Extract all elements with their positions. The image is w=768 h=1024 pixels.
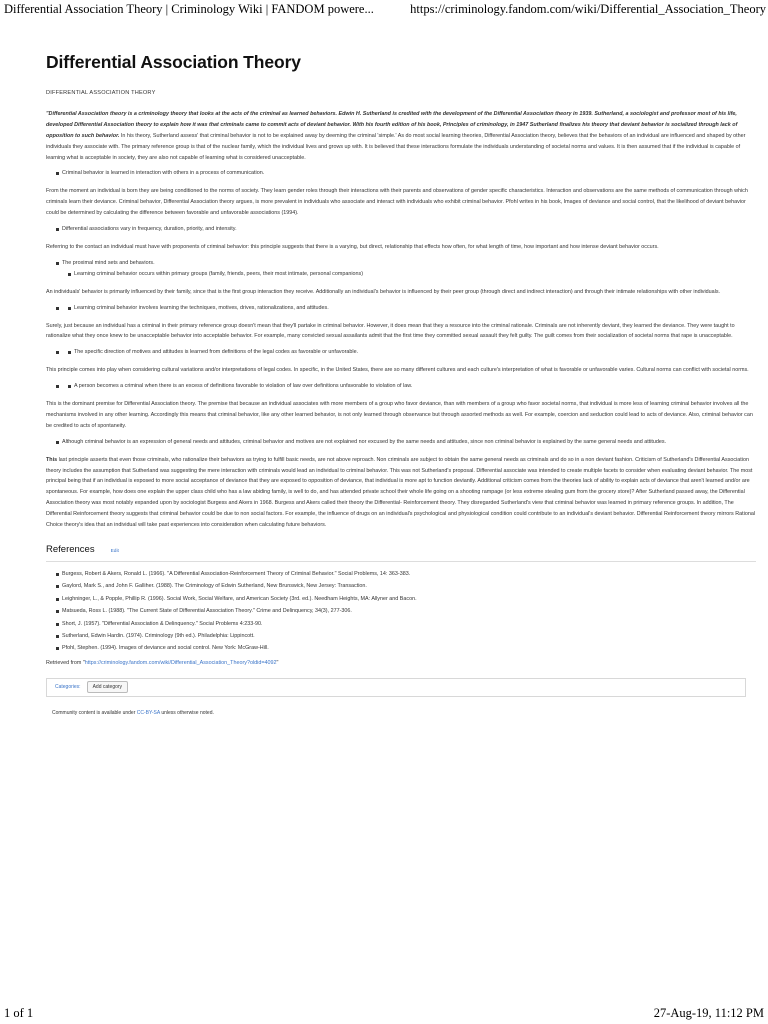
intro-text: In his theory, Sutherland assess' that criminal behavior is not to be explained away by deeming the criminal 'simple.' As do most social learning theories, Differential Association theory, believes that the behaviors of an individual are influenced and shaped by other individuals they associate with. The primary reference group is that of the nuclear family, which the individual lives and grows up with. It is believed that these interactions formulate the individuals understanding of societal norms and values. It is then assumed that if the individual is capable of learning what is acceptable in society, they are also not capable of learning what is considered unacceptable.: [46, 132, 746, 161]
bullet-icon: [68, 351, 71, 354]
bullet-icon: [68, 307, 71, 310]
reference-text: Burgess, Robert & Akers, Ronald L. (1966). "A Differential Association-Reinforcement Theory of Criminal Behavior." Social Problems, 14: 363-383.: [62, 570, 411, 577]
categories-label[interactable]: Categories:: [55, 683, 81, 690]
bullet-icon: [56, 262, 59, 265]
references-list: [46, 568, 756, 655]
list-item: [46, 224, 756, 235]
print-page-title: Differential Association Theory | Criminology Wiki | FANDOM powere...: [4, 2, 374, 16]
print-header: [0, 0, 768, 20]
print-page-number: 1 of 1: [4, 1006, 34, 1020]
list-item: [46, 269, 756, 280]
bullet-icon: [56, 172, 59, 175]
list-item-text: Learning criminal behavior occurs within primary groups (family, friends, peers, their most intimate, personal companions): [74, 270, 364, 277]
list-item: [46, 168, 756, 179]
paragraph: Surely, just because an individual has a criminal in their primary reference group doesn't mean that they'll partake in criminal behavior. However, it does mean that they a resource into the criminal rationale. Criminals are not inherently deviant, they learned the deviance. They were taught to rationalize what they once knew to be unacceptable behavior into acceptable behavior. For example, many convicted sexual assailants admit that the first time they committed sexual assault they felt guilty. The guilt comes from their socialization of societal norms that rape is unacceptable.: [46, 322, 735, 340]
paragraph: This principle comes into play when considering cultural variations and/or interpretations of legal codes. In specific, in the United States, there are so many different cultures and each culture's interpretation of what is favorable or unfavorable varies. Cultural norms can conflict with societal norms.: [46, 367, 749, 374]
print-datetime: 27-Aug-19, 11:12 PM: [653, 1006, 764, 1020]
retrieved-suffix: ": [276, 659, 279, 666]
list-item: [46, 381, 756, 392]
list-item-text: Criminal behavior is learned in interaction with others in a process of communication.: [62, 170, 265, 177]
list-item: [46, 258, 756, 269]
retrieved-link[interactable]: https://criminology.fandom.com/wiki/Differential_Association_Theory?oldid=4092: [84, 659, 277, 666]
bullet-icon: [56, 385, 59, 388]
license-prefix: Community content is available under: [52, 709, 137, 716]
reference-item: [46, 568, 756, 580]
list-item-text: The specific direction of motives and attitudes is learned from definitions of the legal codes as favorable or unfavorable.: [74, 349, 359, 356]
reference-item: [46, 630, 756, 642]
bullet-icon: [56, 228, 59, 231]
intro-bold-text: "Differential Association theory is a criminology theory that looks at the acts of the criminal as learned behaviors. Edwin H. Sutherland is credited with the development of the Differential Association theory in 1939. Sutherland, a sociologist and professor most of his life, developed Differential Association theory to explain how it was that criminals came to commit acts of deviant behavior. With his fourth edition of his book, Principles of criminology, in 1947 Sutherland finalizes his theory that deviant behavior is socialized through lack of opposition to such behavior.: [46, 110, 738, 139]
reference-item: [46, 618, 756, 630]
reference-text: Pfohl, Stephen. (1994). Images of deviance and social control. New York: McGraw-Hill.: [62, 645, 269, 652]
paragraph-text: last principle asserts that even those criminals, who rationalize their behaviors as trying to fulfill basic needs, are not above reproach. Non criminals are subject to obtain the same general needs as criminals and do so in a non deviant fashion. Criticism of Sutherland's Differential Association theory includes the assumption that Sutherland was suggesting the mere interaction with criminals would lead an individual to criminal behavior. This was not Sutherland's proposal. Differential associate was intended to create multiple facets to consider when evaluating deviant behavior. The most principal being that if an individual is exposed to more social acceptance of deviance that they are exposed to opposition of deviance, that individual is more apt to function deviantly. Additional criticism comes from the theories lack of ability to explain acts of deviance that aren't learned and/or are spontaneous. For example, how does one explain the upper class child who has a law abiding family, is well to do, and has attended private school their whole life going on a shooting rampage (or less extreme stealing gum from the grocery store)? After Sutherland passed away, the Differential Association theory was most notably expanded upon by sociologist Burgess and Akers in 1968. Burgess and Akers called their theory the Differential- Reinforcement theory. They disregarded Sutherland's view that criminal behavior was learned in primary reference groups. In addition, The Differential Reinforcement theory suggests that criminal behavior could be due to non social factors. For example, the influence of drugs on an individual's psychological and physiological condition could contribute to an individual's deviant behavior. Differential Reinforcement theory mirrors Rational Choice theory's idea that an individual will take past experiences into consideration when calculating future behaviors.: [46, 456, 756, 529]
bullet-icon: [56, 441, 59, 444]
license-notice: [46, 708, 756, 719]
paragraph: From the moment an individual is born they are being conditioned to the norms of society. They learn gender roles through their interactions with their parents and observations of gender specific characteristics. Interaction and observations are the same methods of communication through which criminals learn their deviance. Criminal behavior, Differential Association theory argues, is more prevalent in individuals who associate and interact with individuals who exhibit criminal behavior. Pfohl writes in his book, Images of deviance and social control, that the likelihood of deviant behavior could be determined by calculating the difference between favorable and unfavorable associations (1994).: [46, 188, 748, 217]
print-footer: [0, 1004, 768, 1024]
bullet-icon: [56, 573, 59, 576]
reference-text: Sutherland, Edwin Hardin. (1974). Criminology (9th ed.). Philadelphia: Lippincott.: [62, 632, 255, 639]
reference-text: Gaylord, Mark S., and John F. Galliher. (1988). The Criminology of Edwin Sutherland, New Brunswick, New Jersey: Transaction.: [62, 583, 367, 590]
print-page-url: https://criminology.fandom.com/wiki/Differential_Association_Theory: [410, 2, 766, 16]
paragraph: This is the dominant premise for Differential Association theory. The premise that because an individual associates with more members of a group who favor deviance, than with members of a group who favor societal norms, that individual is more less of learning criminal behavior involves all the mechanisms involved in any other learning. Accordingly this means that criminal behavior, like any other learned behavior, is not only learned through observance but through assorted methods as well. For example, coercion and seduction could lead to acts of deviance. Also, criminal behavior can be credited to acts of spontaneity.: [46, 401, 753, 429]
bullet-icon: [56, 585, 59, 588]
license-link[interactable]: CC-BY-SA: [136, 709, 160, 716]
references-heading: [46, 545, 756, 562]
retrieved-from: [46, 658, 756, 669]
paragraph-bold-word: This: [46, 456, 58, 463]
list-item: [46, 303, 756, 314]
references-section: [46, 568, 756, 669]
bullet-icon: [56, 623, 59, 626]
principle-list-4: [46, 303, 756, 314]
reference-text: Matsueda, Ross L. (1988). "The Current State of Differential Association Theory." Crime and Delinquency, 34(3), 277-306.: [62, 608, 352, 615]
bullet-icon: [56, 647, 59, 650]
bullet-icon: [56, 351, 59, 354]
list-item-text: Differential associations vary in frequency, duration, priority, and intensity.: [62, 226, 237, 233]
paragraph: An individuals' behavior is primarily influenced by their family, since that is the first group interaction they receive. Additionally an individual's behavior is influenced by their peer group (through direct and indirect interaction) and through their intimate relationships with other individuals.: [46, 288, 721, 295]
intro-paragraph: [46, 109, 756, 164]
categories-box: [46, 678, 746, 697]
principle-list-5: [46, 347, 756, 358]
reference-item: [46, 593, 756, 605]
list-item: [46, 347, 756, 358]
article-content: [46, 50, 756, 719]
bullet-icon: [68, 273, 71, 276]
reference-item: [46, 642, 756, 654]
bullet-icon: [56, 598, 59, 601]
reference-item: [46, 580, 756, 592]
principle-list-1: [46, 168, 756, 179]
principle-list-3: [46, 258, 756, 280]
list-item-text: The proximal mind sets and behaviors.: [62, 259, 155, 266]
reference-item: [46, 605, 756, 617]
list-item-text: Learning criminal behavior involves learning the techniques, motives, drives, rationalizations, and attitudes.: [74, 304, 329, 311]
references-title: References: [46, 544, 95, 555]
list-item-text: Although criminal behavior is an expression of general needs and attitudes, criminal behavior and motives are not explained nor excused by the same needs and attitudes, since non criminal behavior is explained by the same general needs and attitudes.: [62, 438, 667, 445]
page-title: Differential Association Theory: [46, 52, 301, 72]
bullet-icon: [56, 307, 59, 310]
list-item: [46, 437, 756, 448]
principle-list-2: [46, 224, 756, 235]
article-subtitle: DIFFERENTIAL ASSOCIATION THEORY: [46, 90, 156, 96]
list-item-text: A person becomes a criminal when there is an excess of definitions favorable to violation of law over definitions unfavorable to violation of law.: [74, 383, 413, 390]
license-suffix: unless otherwise noted.: [159, 709, 214, 716]
retrieved-prefix: Retrieved from ": [46, 659, 85, 666]
edit-references-link[interactable]: Edit: [110, 549, 119, 554]
bullet-icon: [56, 635, 59, 638]
principle-list-6: [46, 381, 756, 392]
bullet-icon: [68, 385, 71, 388]
reference-text: Short, J. (1957). "Differential Association & Delinquency." Social Problems 4:233-90.: [62, 620, 263, 627]
reference-text: Leighninger, L., & Popple, Phillip R. (1996). Social Work, Social Welfare, and American Society (3rd. ed.). Needham Heights, MA: Allyner and Bacon.: [62, 595, 417, 602]
bullet-icon: [56, 610, 59, 613]
paragraph: [46, 455, 756, 531]
principle-list-7: [46, 437, 756, 448]
add-category-button[interactable]: Add category: [87, 681, 128, 693]
paragraph: Referring to the contact an individual must have with proponents of criminal behavior: this principle suggests that there is a varying, but direct, relationship that effects how often, for what length of time, how important and how intense deviant behavior occurs.: [46, 243, 659, 250]
